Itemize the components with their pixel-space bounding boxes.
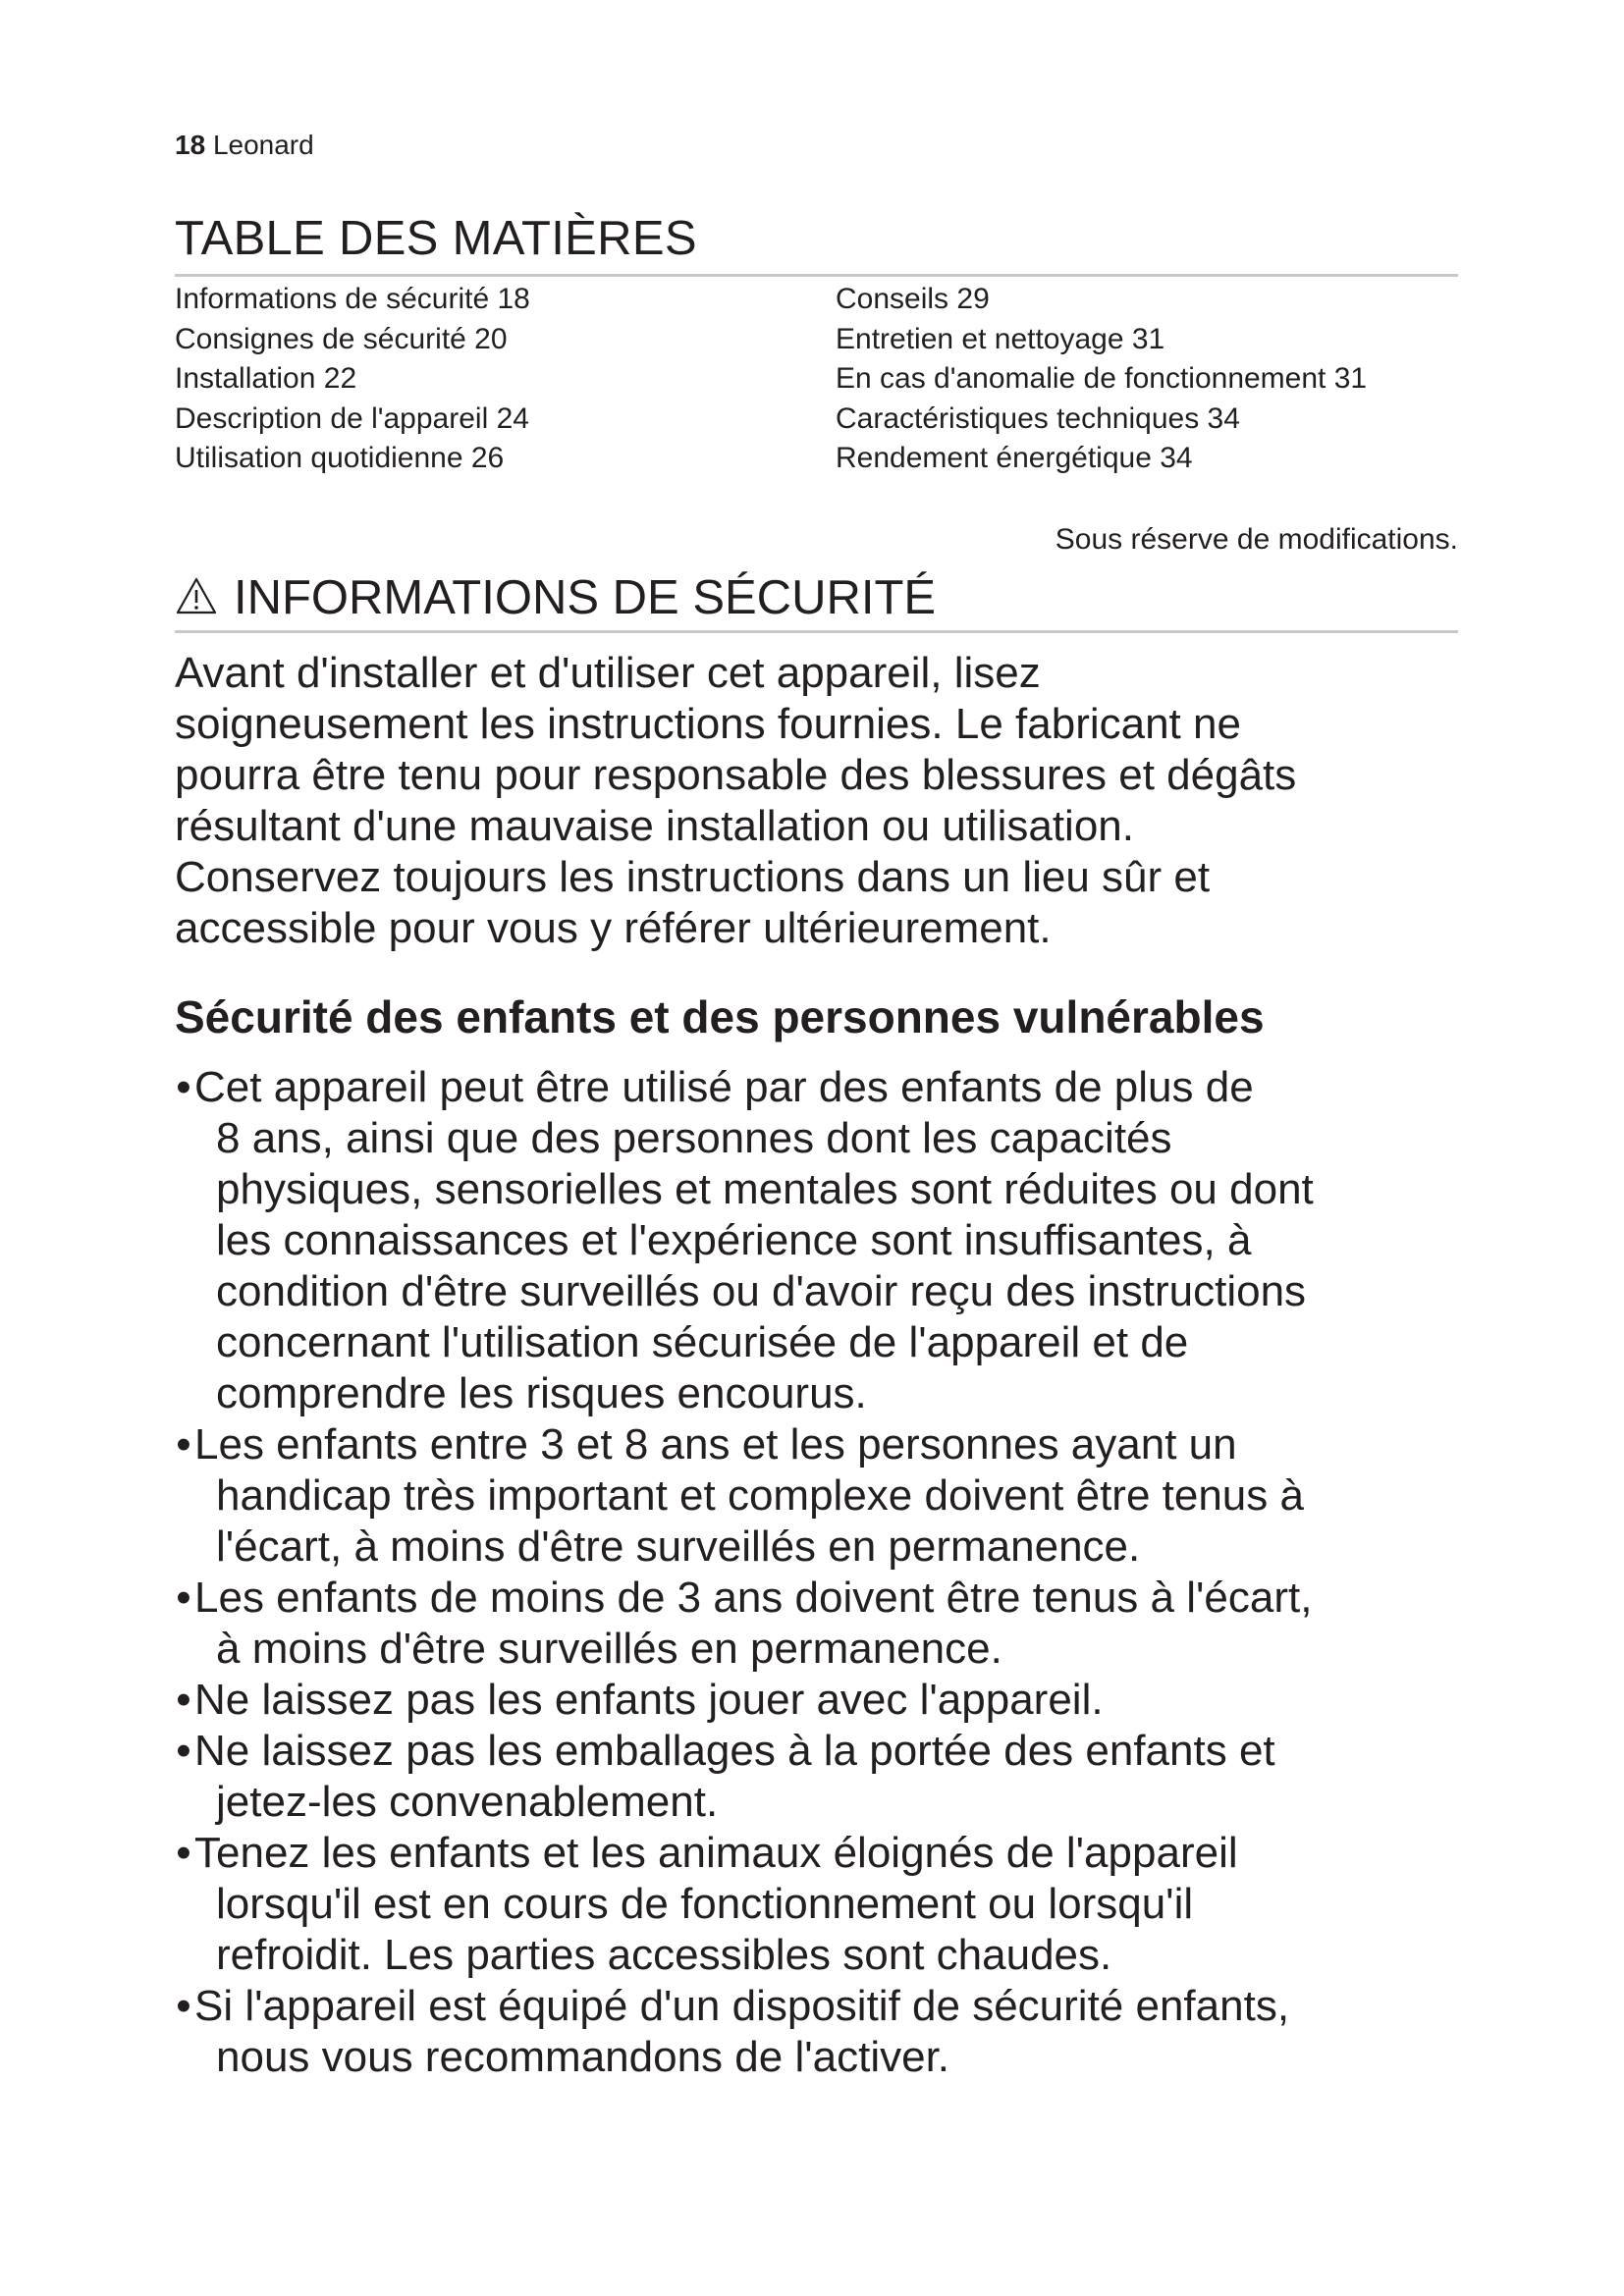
intro-line: Conservez toujours les instructions dans un lieu sûr et [175,853,1211,901]
child-safety-bullet-list [175,1062,1458,2083]
bullet-line: condition d'être surveillés ou d'avoir reçu des instructions [216,1267,1307,1315]
bullet-dot-icon: • [176,1574,191,1622]
bullet-item [175,1062,1458,1419]
toc-title: TABLE DES MATIÈRES [175,212,697,265]
toc-divider [175,274,1458,277]
toc-entry[interactable]: Description de l'appareil 24 [175,401,529,435]
intro-line: pourra être tenu pour responsable des blessures et dégâts [175,751,1297,799]
bullet-line: concernant l'utilisation sécurisée de l'appareil et de [216,1318,1189,1366]
bullet-line: les connaissances et l'expérience sont insuffisantes, à [216,1216,1252,1264]
bullet-item [175,1726,1458,1828]
bullet-dot-icon: • [176,1982,191,2030]
bullet-line: Ne laissez pas les enfants jouer avec l'appareil. [194,1676,1104,1724]
bullet-line: Les enfants de moins de 3 ans doivent être tenus à l'écart, [194,1574,1313,1622]
toc-entry[interactable]: Installation 22 [175,362,357,395]
bullet-item [175,1419,1458,1573]
bullet-dot-icon: • [176,1829,191,1877]
bullet-item [175,1573,1458,1675]
bullet-line: 8 ans, ainsi que des personnes dont les capacités [216,1114,1172,1162]
toc-left-column [175,280,530,479]
page-number: 18 [175,130,206,160]
toc-entry[interactable]: Conseils 29 [836,283,990,315]
bullet-line: l'écart, à moins d'être surveillés en permanence. [216,1522,1141,1571]
bullet-item [175,1828,1458,1981]
bullet-dot-icon: • [176,1063,191,1111]
bullet-line: physiques, sensorielles et mentales sont réduites ou dont [216,1165,1314,1213]
toc-right-column [836,280,1367,479]
intro-line: résultant d'une mauvaise installation ou utilisation. [175,802,1134,850]
safety-title-text: INFORMATIONS DE SÉCURITÉ [234,571,937,624]
bullet-item [175,1675,1458,1726]
toc-entry[interactable]: Utilisation quotidienne 26 [175,442,505,474]
bullet-line: handicap très important et complexe doivent être tenus à [216,1471,1304,1520]
bullet-line: Tenez les enfants et les animaux éloignés de l'appareil [194,1829,1238,1877]
header-title: Leonard [212,130,314,160]
bullet-dot-icon: • [176,1727,191,1775]
bullet-line: à moins d'être surveillés en permanence. [216,1625,1002,1673]
bullet-line: Ne laissez pas les emballages à la portée des enfants et [194,1727,1275,1775]
bullet-item [175,1981,1458,2083]
bullet-line: lorsqu'il est en cours de fonctionnement ou lorsqu'il [216,1880,1194,1928]
bullet-line: Si l'appareil est équipé d'un dispositif de sécurité enfants, [194,1982,1290,2030]
page-header [175,126,314,165]
toc-entry[interactable]: En cas d'anomalie de fonctionnement 31 [836,362,1368,395]
safety-intro-paragraph [175,648,1458,954]
toc-entry[interactable]: Informations de sécurité 18 [175,283,530,315]
bullet-line: Les enfants entre 3 et 8 ans et les personnes ayant un [194,1420,1237,1468]
bullet-line: nous vous recommandons de l'activer. [216,2033,950,2081]
bullet-line: Cet appareil peut être utilisé par des enfants de plus de [194,1063,1254,1111]
intro-line: accessible pour vous y référer ultérieurement. [175,904,1052,952]
bullet-line: comprendre les risques encourus. [216,1369,867,1417]
disclaimer-text: Sous réserve de modifications. [1055,523,1458,556]
toc-entry[interactable]: Rendement énergétique 34 [836,442,1193,474]
bullet-dot-icon: • [176,1676,191,1724]
intro-line: Avant d'installer et d'utiliser cet appareil, lisez [175,649,1041,697]
toc-entry[interactable]: Consignes de sécurité 20 [175,322,508,355]
safety-section-title [175,567,936,628]
bullet-line: jetez-les convenablement. [216,1778,719,1826]
toc-entry[interactable]: Entretien et nettoyage 31 [836,322,1165,355]
bullet-dot-icon: • [176,1420,191,1468]
intro-line: soigneusement les instructions fournies. Le fabricant ne [175,700,1241,748]
toc-entry[interactable]: Caractéristiques techniques 34 [836,401,1240,435]
child-safety-subtitle: Sécurité des enfants et des personnes vulnérables [175,991,1265,1042]
warning-triangle-icon [175,576,218,615]
bullet-line: refroidit. Les parties accessibles sont chaudes. [216,1931,1112,1979]
safety-divider [175,630,1458,633]
